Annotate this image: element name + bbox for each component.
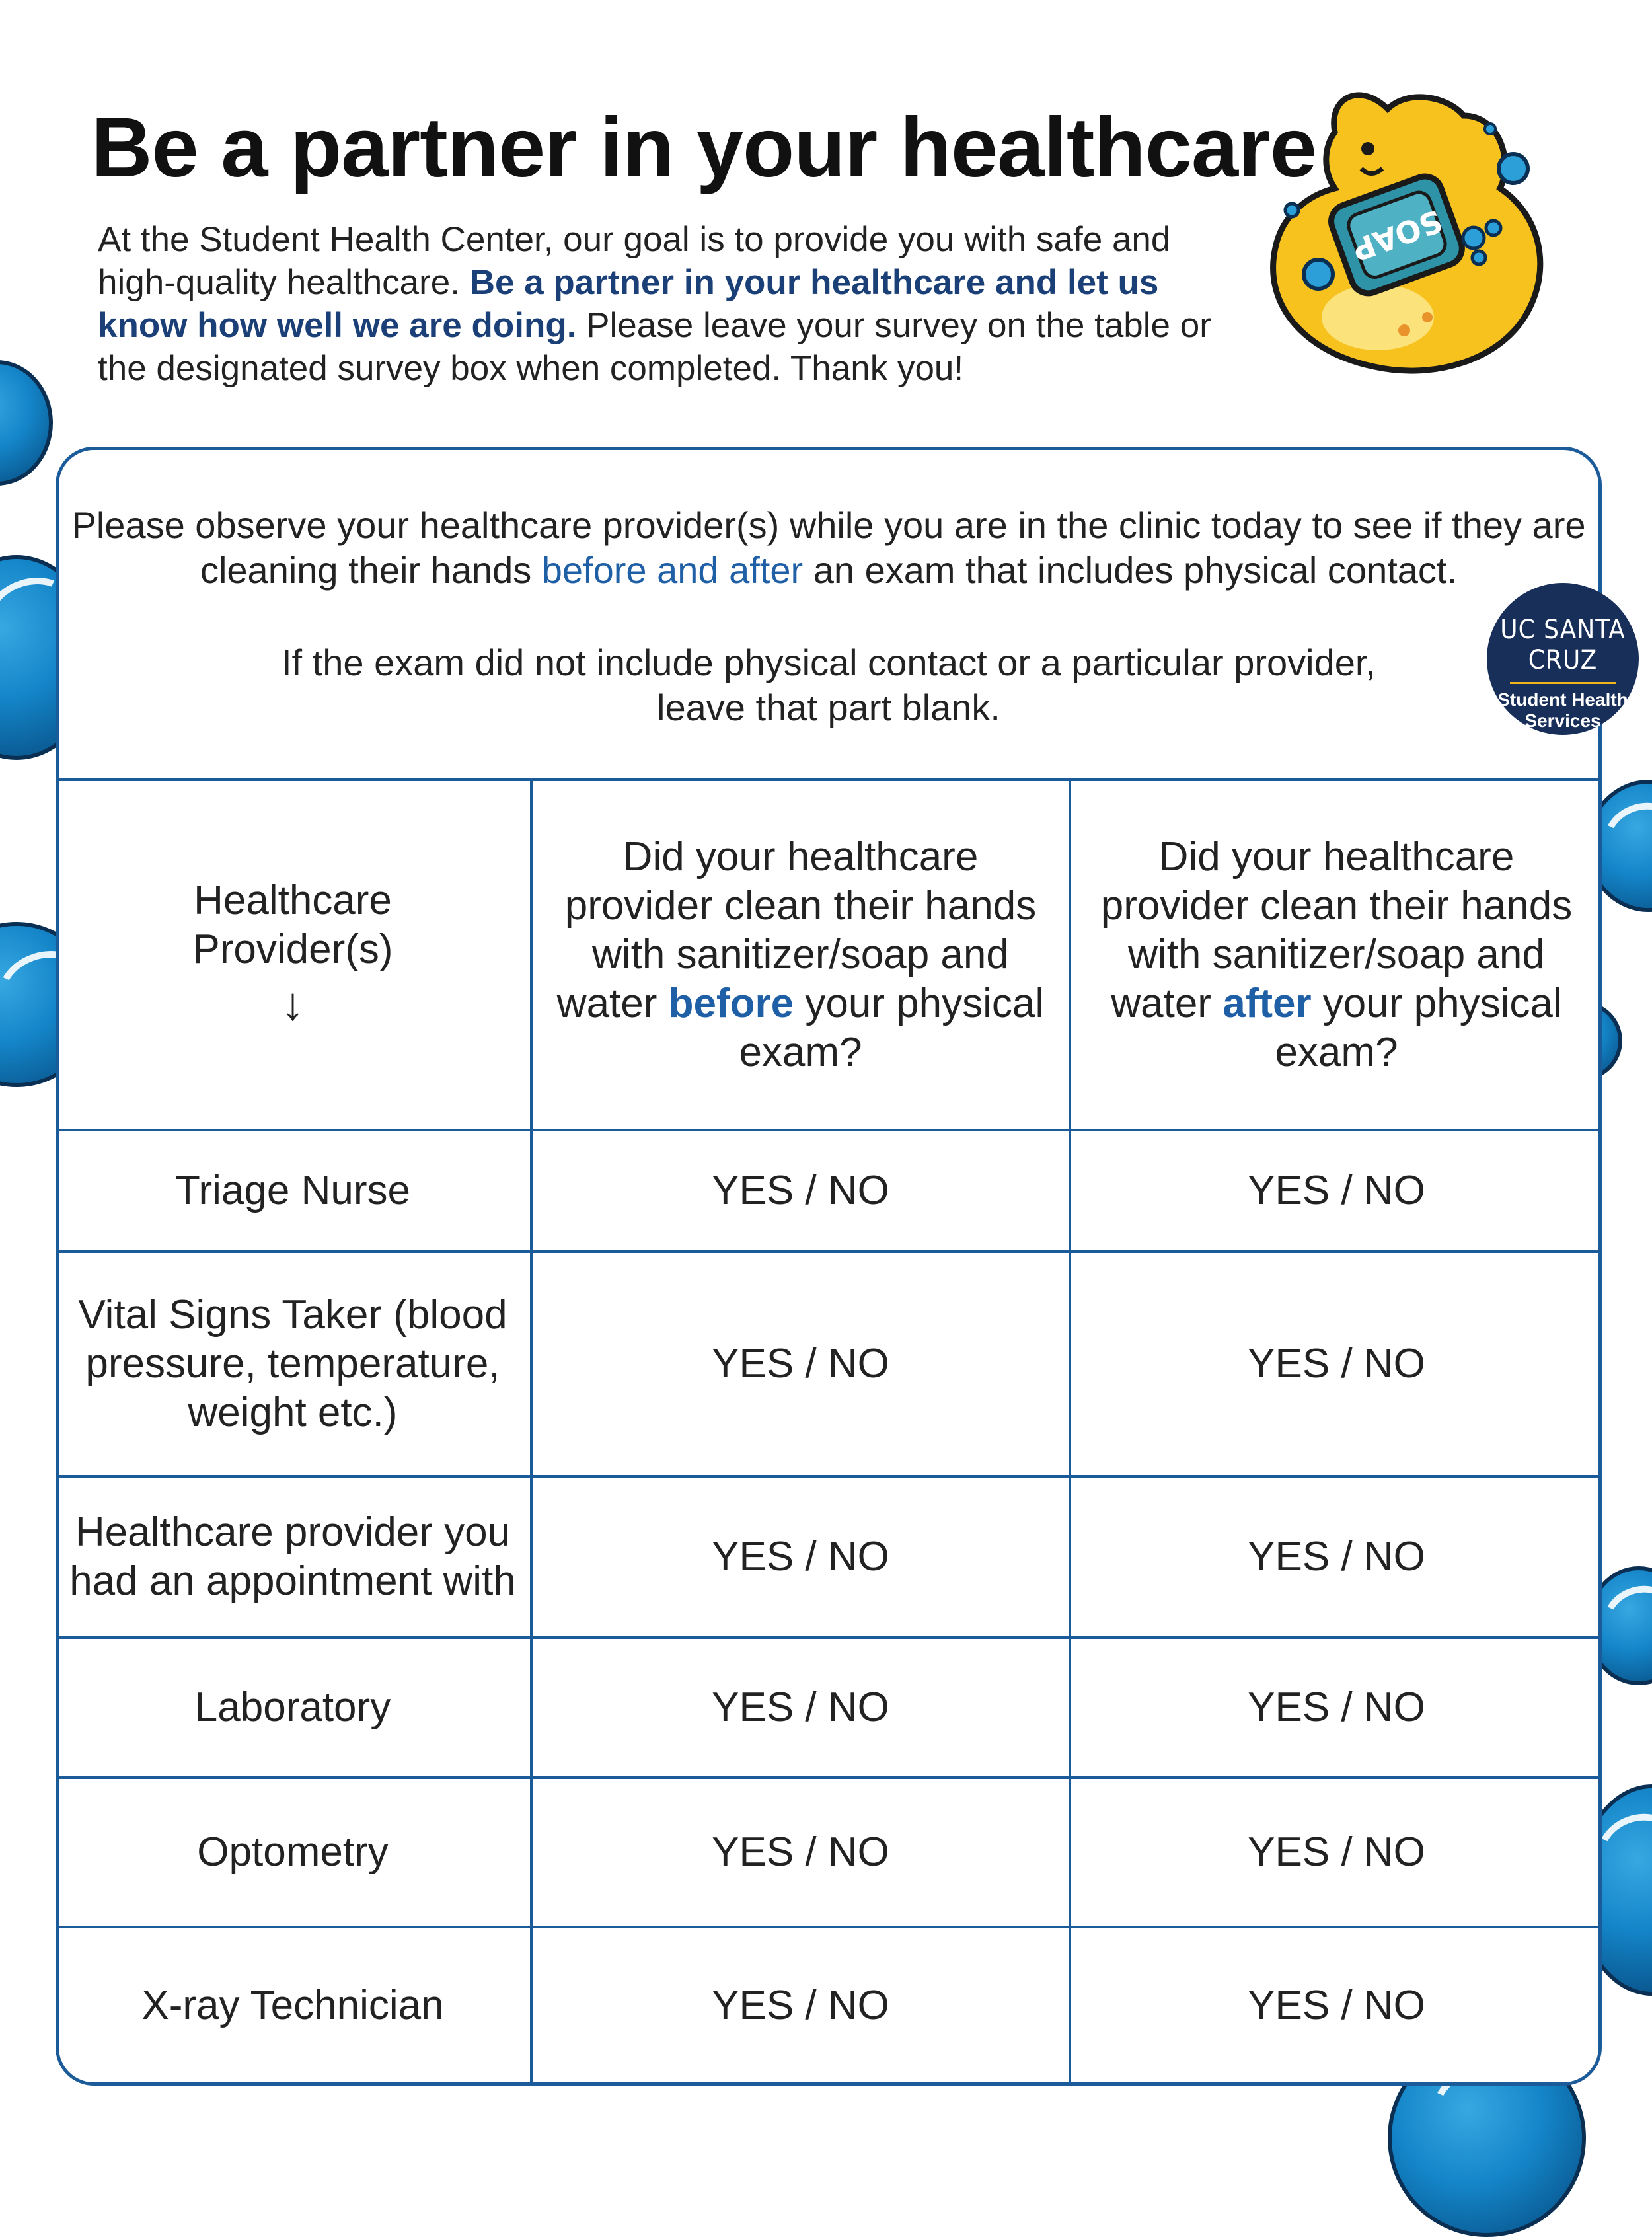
after-column-header [1070,780,1602,1130]
bubble-decoration [0,360,53,486]
soap-label: SOAP [1347,202,1447,268]
intro-text-end: Please leave your survey on the table or the designated survey box when completed. Thank you! [98,306,1211,388]
provider-header-text: Healthcare Provider(s) [192,878,393,972]
provider-cell: Vital Signs Taker (blood pressure, temperature, weight etc.) [56,1252,531,1476]
ucsc-student-health-logo [1487,583,1639,735]
blank-instructions [59,640,1598,730]
provider-cell: Triage Nurse [56,1130,531,1252]
before-answer-cell[interactable]: YES / NO [531,1252,1070,1476]
table-header-row [56,780,1602,1130]
provider-cell: X-ray Technician [56,1927,531,2082]
table-row [56,1638,1602,1778]
table-row [56,1778,1602,1927]
table-row [56,1252,1602,1476]
before-column-header [531,780,1070,1130]
table-row [56,1927,1602,2082]
after-header-highlight: after [1222,981,1312,1026]
provider-cell: Healthcare provider you had an appointment with [56,1476,531,1638]
before-header-text-end: your physical exam? [739,981,1045,1075]
intro-paragraph [98,218,1221,390]
logo-dept-line1: Student Health [1497,689,1628,710]
after-answer-cell[interactable]: YES / NO [1070,1252,1602,1476]
instructions-paragraph [59,503,1598,593]
table-row [56,1476,1602,1638]
after-header-text-end: your physical exam? [1275,981,1562,1075]
before-header-text: Did your healthcare provider clean their hands with sanitizer/soap and water [556,834,1037,1026]
provider-cell: Optometry [56,1778,531,1927]
after-answer-cell[interactable]: YES / NO [1070,1778,1602,1927]
duck-mascot-illustration [1236,69,1566,400]
logo-dept-line2: Services [1524,710,1601,731]
table-row [56,1130,1602,1252]
blank-instructions-text: If the exam did not include physical contact or a particular provider, leave that part blank. [282,642,1376,728]
provider-cell: Laboratory [56,1638,531,1778]
page-title: Be a partner in your healthcare [91,100,1317,195]
before-answer-cell[interactable]: YES / NO [531,1927,1070,2082]
intro-highlight: Be a partner in your healthcare and let us know how well we are doing. [98,263,1159,345]
before-header-highlight: before [668,981,794,1026]
logo-divider [1510,682,1616,684]
instructions-text: Please observe your healthcare provider(s) while you are in the clinic today to see if they are cleaning their hands [71,504,1586,591]
intro-text: At the Student Health Center, our goal is to provide you with safe and high-quality healthcare. [98,220,1171,302]
before-answer-cell[interactable]: YES / NO [531,1476,1070,1638]
after-answer-cell[interactable]: YES / NO [1070,1130,1602,1252]
instructions-text-end: an exam that includes physical contact. [803,549,1458,591]
after-answer-cell[interactable]: YES / NO [1070,1927,1602,2082]
after-header-text: Did your healthcare provider clean their hands with sanitizer/soap and water [1100,834,1573,1026]
hand-hygiene-survey-table [56,778,1602,2082]
instructions-highlight: before and after [541,549,804,591]
before-answer-cell[interactable]: YES / NO [531,1778,1070,1927]
arrow-down-icon: ↓ [281,978,305,1030]
logo-university: UC SANTA CRUZ [1500,615,1626,675]
after-answer-cell[interactable]: YES / NO [1070,1638,1602,1778]
after-answer-cell[interactable]: YES / NO [1070,1476,1602,1638]
before-answer-cell[interactable]: YES / NO [531,1130,1070,1252]
provider-column-header [56,780,531,1130]
before-answer-cell[interactable]: YES / NO [531,1638,1070,1778]
